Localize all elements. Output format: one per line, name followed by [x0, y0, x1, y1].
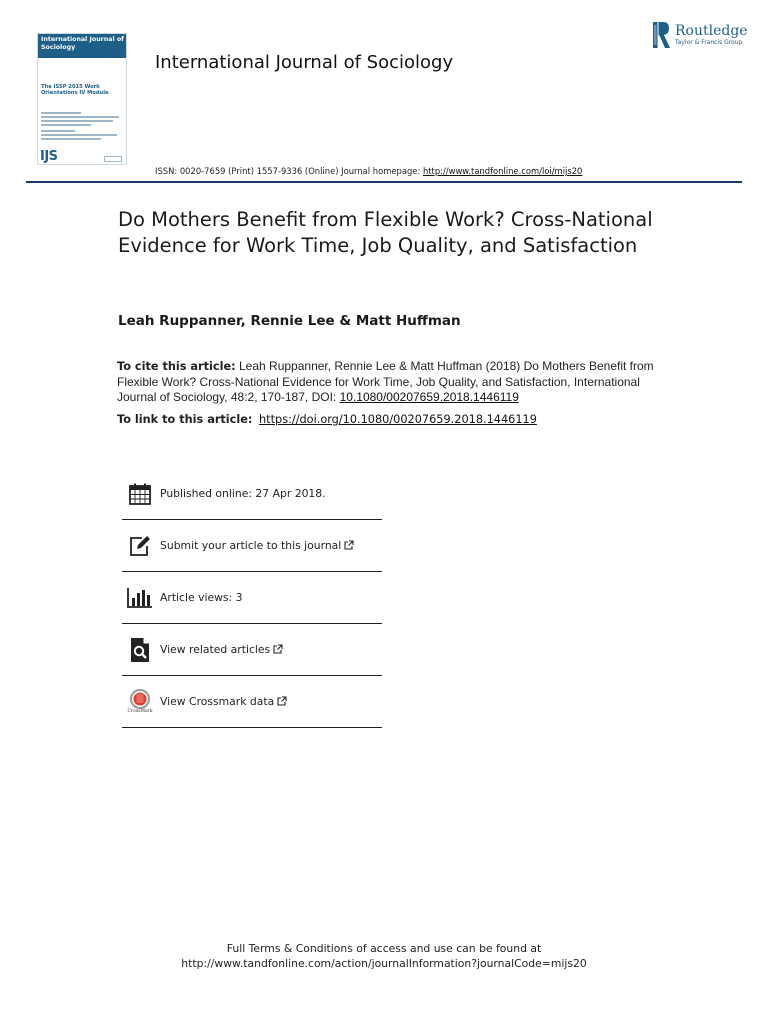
- cover-subtitle: The ISSP 2015 Work Orientations IV Module: [41, 84, 109, 96]
- article-title: Do Mothers Benefit from Flexible Work? Cross-National Evidence for Work Time, Job Quality, and Satisfaction: [118, 208, 653, 257]
- submit-article-text: [160, 539, 354, 552]
- citation-doi-link[interactable]: 10.1080/00207659.2018.1446119: [339, 390, 519, 404]
- citation-block: [117, 359, 677, 406]
- cover-text-lines: [41, 112, 121, 142]
- bar-chart-icon: [126, 584, 154, 612]
- terms-url[interactable]: http://www.tandfonline.com/action/journalInformation?journalCode=mijs20: [181, 957, 587, 970]
- cover-logo: IJS: [40, 149, 58, 164]
- article-info-list: [122, 468, 382, 728]
- article-link-row: [117, 413, 537, 426]
- header-divider: [26, 181, 742, 183]
- cover-publisher-mark: [104, 156, 122, 162]
- published-online-text: Published online: 27 Apr 2018.: [160, 487, 326, 500]
- citation-label: To cite this article:: [117, 360, 236, 373]
- crossmark-text: [160, 695, 287, 708]
- related-articles-label: View related articles: [160, 643, 271, 656]
- issn-text: ISSN: 0020-7659 (Print) 1557-9336 (Online) Journal homepage:: [155, 166, 421, 176]
- published-online-item: [122, 468, 382, 520]
- cover-title: International Journal of Sociology: [41, 36, 124, 51]
- article-doi-link[interactable]: https://doi.org/10.1080/00207659.2018.1446119: [259, 413, 537, 426]
- external-link-icon: [273, 644, 283, 654]
- crossmark-item[interactable]: [122, 676, 382, 728]
- journal-name: International Journal of Sociology: [155, 52, 454, 73]
- related-articles-item[interactable]: [122, 624, 382, 676]
- routledge-mark-icon: [653, 22, 670, 48]
- crossmark-icon: [126, 688, 154, 716]
- external-link-icon: [277, 696, 287, 706]
- journal-homepage-link[interactable]: http://www.tandfonline.com/loi/mijs20: [422, 166, 583, 176]
- terms-line: Full Terms & Conditions of access and use can be found at: [226, 942, 542, 955]
- external-link-icon: [344, 540, 354, 550]
- article-views-item: [122, 572, 382, 624]
- citation-text: Leah Ruppanner, Rennie Lee & Matt Huffman (2018) Do Mothers Benefit from Flexible Work? Cross-National Evidence for Work Time, Job Quality, and Satisfaction, International Journal of Sociology, 48:2, 170-187, DOI:: [117, 359, 654, 404]
- document-search-icon: [126, 636, 154, 664]
- issn-row: [155, 166, 582, 176]
- submit-article-item[interactable]: [122, 520, 382, 572]
- submit-article-label: Submit your article to this journal: [160, 539, 342, 552]
- terms-footer: [0, 941, 768, 971]
- publisher-tagline: Taylor & Francis Group: [675, 39, 743, 46]
- calendar-icon: [126, 480, 154, 508]
- related-articles-text: [160, 643, 283, 656]
- publisher-name: Routledge: [675, 23, 748, 39]
- journal-cover: [37, 33, 127, 165]
- article-views-text: Article views: 3: [160, 591, 243, 604]
- edit-icon: [126, 532, 154, 560]
- publisher-logo[interactable]: [653, 22, 748, 50]
- article-authors: Leah Ruppanner, Rennie Lee & Matt Huffman: [118, 313, 461, 329]
- crossmark-label: View Crossmark data: [160, 695, 275, 708]
- article-link-label: To link to this article:: [117, 413, 253, 426]
- crossmark-icon-label: CrossMark: [127, 709, 153, 714]
